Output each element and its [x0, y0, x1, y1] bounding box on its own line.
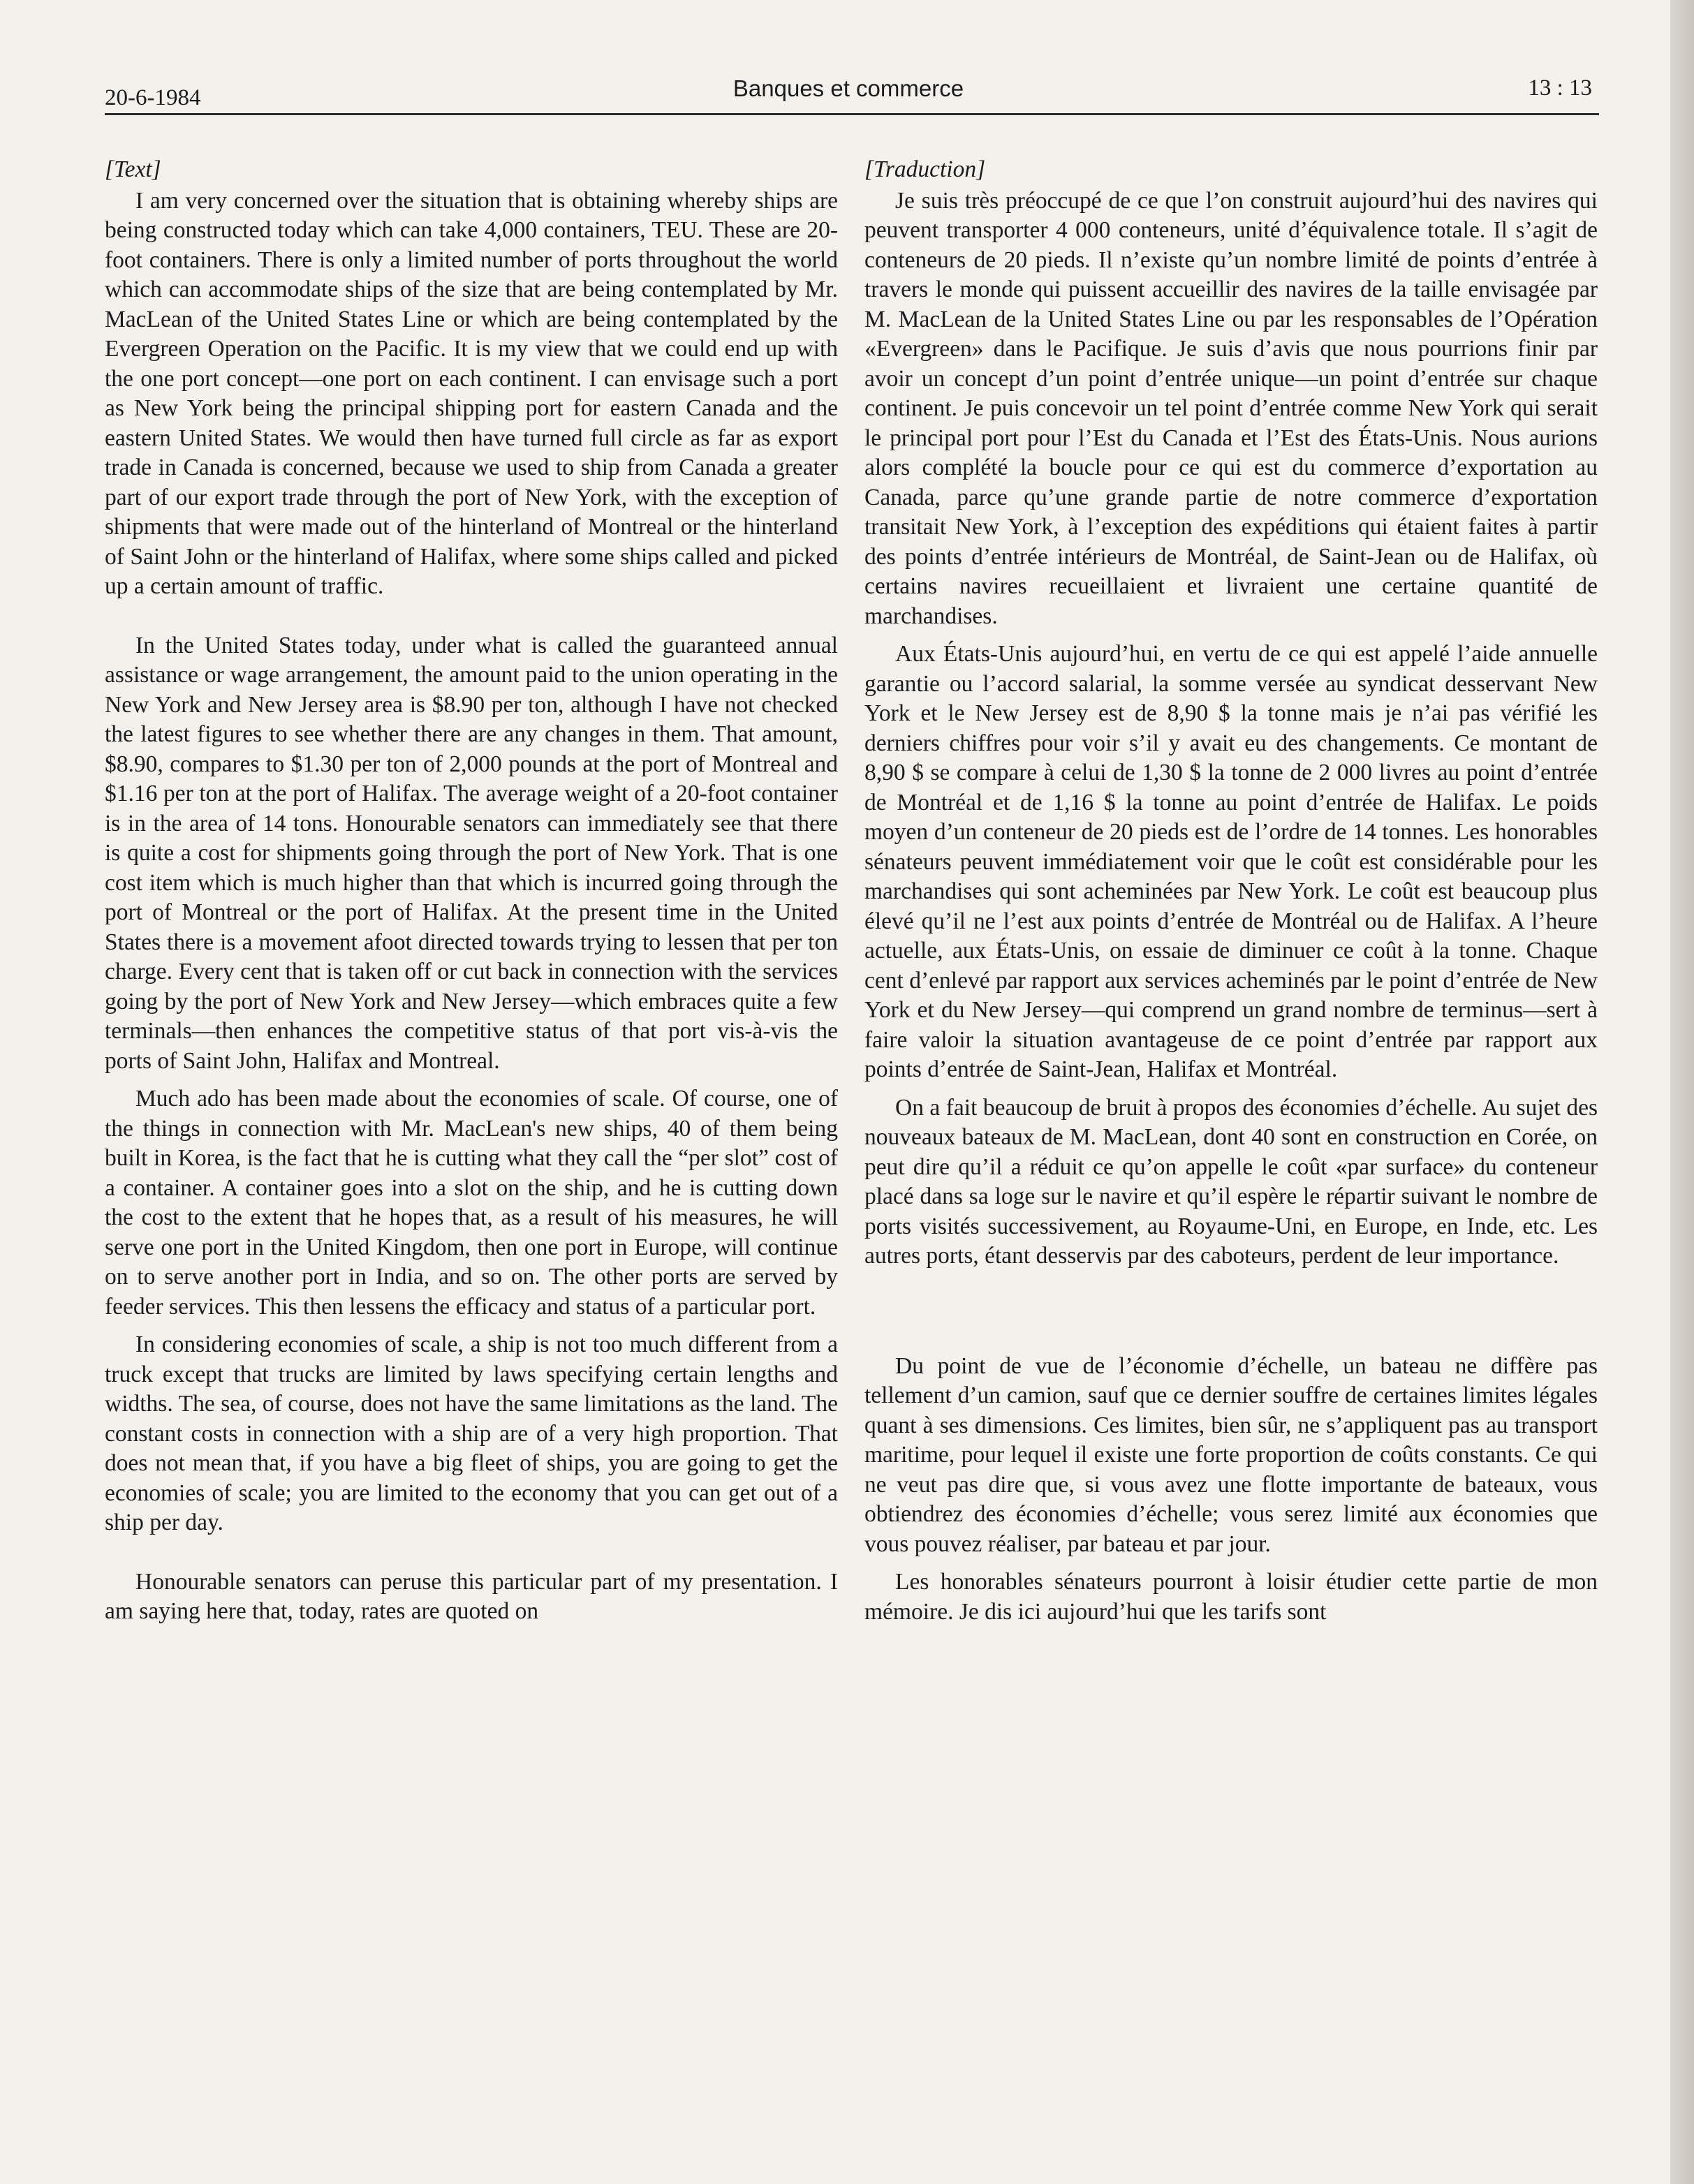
english-paragraph: I am very concerned over the situation that is obtaining whereby ships are being constructed today which can take 4,000 containers, TEU. These are 20-foot containers. There is only a limited number of ports throughout the world which can accommodate ships of the size that are being contemplated by Mr. MacLean of the United States Line or which are being contemplated by the Evergreen Operation on the Pacific. It is my view that we could end up with the one port concept—one port on each continent. I can envisage such a port as New York being the principal shipping port for eastern Canada and the eastern United States. We would then have turned full circle as far as export trade in Canada is concerned, because we used to ship from Canada a greater part of our export trade through the port of New York, with the exception of shipments that were made out of the hinterland of Montreal or the hinterland of Saint John or the hinterland of Halifax, where some ships called and picked up a certain amount of traffic. — [105, 187, 838, 599]
translation-marker: [Traduction] — [864, 156, 986, 182]
french-paragraph: Du point de vue de l’économie d’échelle, un bateau ne diffère pas tellement d’un camion, sauf que ce dernier souffre de certaines limites légales quant à ses dimensions. Ces limites, bien sûr, ne s’appliquent pas au transport maritime, pour lequel il existe une forte proportion de coûts constants. Ce qui ne veut pas dire que, si vous avez une flotte importante de bateaux, vous obtiendrez des économies d’échelle; vous serez limité aux économies que vous pouvez réaliser, par bateau et par jour. — [864, 1352, 1598, 1557]
english-column — [105, 155, 838, 1627]
french-paragraph: On a fait beaucoup de bruit à propos des économies d’échelle. Au sujet des nouveaux bateaux de M. MacLean, dont 40 sont en construction en Corée, on peut dire qu’il a réduit ce qu’on appelle le coût «par surface» du conteneur placé dans sa loge sur le navire et qu’il espère le répartir suivant le nombre de ports visités successivement, au Royaume-Uni, en Europe, en Inde, etc. Les autres ports, étant desservis par des caboteurs, perdent de leur importance. — [864, 1094, 1598, 1269]
header-rule — [105, 113, 1599, 115]
header-date: 20-6-1984 — [105, 85, 201, 110]
french-paragraph: Je suis très préoccupé de ce que l’on construit aujourd’hui des navires qui peuvent transporter 4 000 conteneurs, unité d’équivalence totale. Il s’agit de conteneurs de 20 pieds. Il n’existe qu’un nombre limité de points d’entrée à travers le monde qui puissent accueillir des navires de la taille envisagée par M. MacLean de la United States Line ou par les responsables de l’Opération «Evergreen» dans le Pacifique. Je suis d’avis que nous pourrions finir par avoir un concept d’un point d’entrée unique—un point d’entrée sur chaque continent. Je puis concevoir un tel point d’entrée comme New York qui serait le principal port pour l’Est du Canada et l’Est des États-Unis. Nous aurions alors complété la boucle pour ce qui est du commerce d’exportation au Canada, parce qu’une grande partie de notre commerce d’exportation transitait New York, à l’exception des expéditions qui étaient faites à partir des points d’entrée intérieurs de Montréal, de Saint-Jean ou de Halifax, où certains navires recueillaient et livraient une certaine quantité de marchandises. — [864, 187, 1598, 629]
french-column — [864, 155, 1598, 1627]
header-page-number: 13 : 13 — [1528, 75, 1592, 101]
english-paragraph: Much ado has been made about the economies of scale. Of course, one of the things in connection with Mr. MacLean's new ships, 40 of them being built in Korea, is the fact that he is cutting what they call the “per slot” cost of a container. A container goes into a slot on the ship, and he is cutting down the cost to the extent that he hopes that, as a result of his measures, he will serve one port in the United Kingdom, then one port in Europe, will continue on to serve another port in India, and so on. The other ports are served by feeder services. This then lessens the efficacy and status of a particular port. — [105, 1086, 838, 1320]
text-marker: [Text] — [105, 156, 161, 182]
english-paragraph: In considering economies of scale, a ship is not too much different from a truck except that trucks are limited by laws specifying certain lengths and widths. The sea, of course, does not have the same limitations as the land. The constant costs in connection with a ship are of a very high proportion. That does not mean that, if you have a big fleet of ships, you are going to get the economies of scale; you are limited to the economy that you can get out of a ship per day. — [105, 1331, 838, 1535]
header-title: Banques et commerce — [732, 75, 964, 101]
english-paragraph: In the United States today, under what is called the guaranteed annual assistance or wage arrangement, the amount paid to the union operating in the New York and New Jersey area is $8.90 per ton, although I have not checked the latest figures to see whether there are any changes in them. That amount, $8.90, compares to $1.30 per ton of 2,000 pounds at the port of Montreal and $1.16 per ton at the port of Halifax. The average weight of a 20-foot container is in the area of 14 tons. Honourable senators can immediately see that there is quite a cost for shipments going through the port of New York. That is one cost item which is much higher than that which is incurred going through the port of Montreal or the port of Halifax. At the present time in the United States there is a movement afoot directed towards trying to lessen that per ton charge. Every cent that is taken off or cut back in connection with the services going by the port of New York and New Jersey—which embraces quite a few terminals—then enhances the competitive status of that port vis-à-vis the ports of Saint John, Halifax and Montreal. — [105, 632, 838, 1074]
french-paragraph: Aux États-Unis aujourd’hui, en vertu de ce qui est appelé l’aide annuelle garantie ou l’accord salarial, la somme versée au syndicat desservant New York et le New Jersey est de 8,90 $ la tonne mais je n’ai pas vérifié les derniers chiffres pour voir s’il y avait eu des changements. Ce montant de 8,90 $ se compare à celui de 1,30 $ la tonne de 2 000 livres au point d’entrée de Montréal et de 1,16 $ la tonne au point d’entrée de Halifax. Le poids moyen d’un conteneur de 20 pieds est de l’ordre de 14 tonnes. Les honorables sénateurs peuvent immédiatement voir que le coût est considérable pour les marchandises qui sont acheminées par New York. Le coût est beaucoup plus élevé qu’il ne l’est aux points d’entrée de Montréal ou de Halifax. A l’heure actuelle, aux États-Unis, on essaie de diminuer ce coût à la tonne. Chaque cent d’enlevé par rapport aux services acheminés par le point d’entrée de New York et du New Jersey—qui comprend un grand nombre de terminus—sert à faire valoir la situation avantageuse de ce point d’entrée par rapport aux points d’entrée de Saint-Jean, Halifax et Montréal. — [864, 641, 1598, 1082]
scan-edge — [1670, 0, 1694, 2184]
french-paragraph: Les honorables sénateurs pourront à loisir étudier cette partie de mon mémoire. Je dis ici aujourd’hui que les tarifs sont — [864, 1569, 1598, 1625]
english-paragraph: Honourable senators can peruse this particular part of my presentation. I am saying here that, today, rates are quoted on — [105, 1568, 838, 1624]
page-header — [105, 75, 1592, 115]
